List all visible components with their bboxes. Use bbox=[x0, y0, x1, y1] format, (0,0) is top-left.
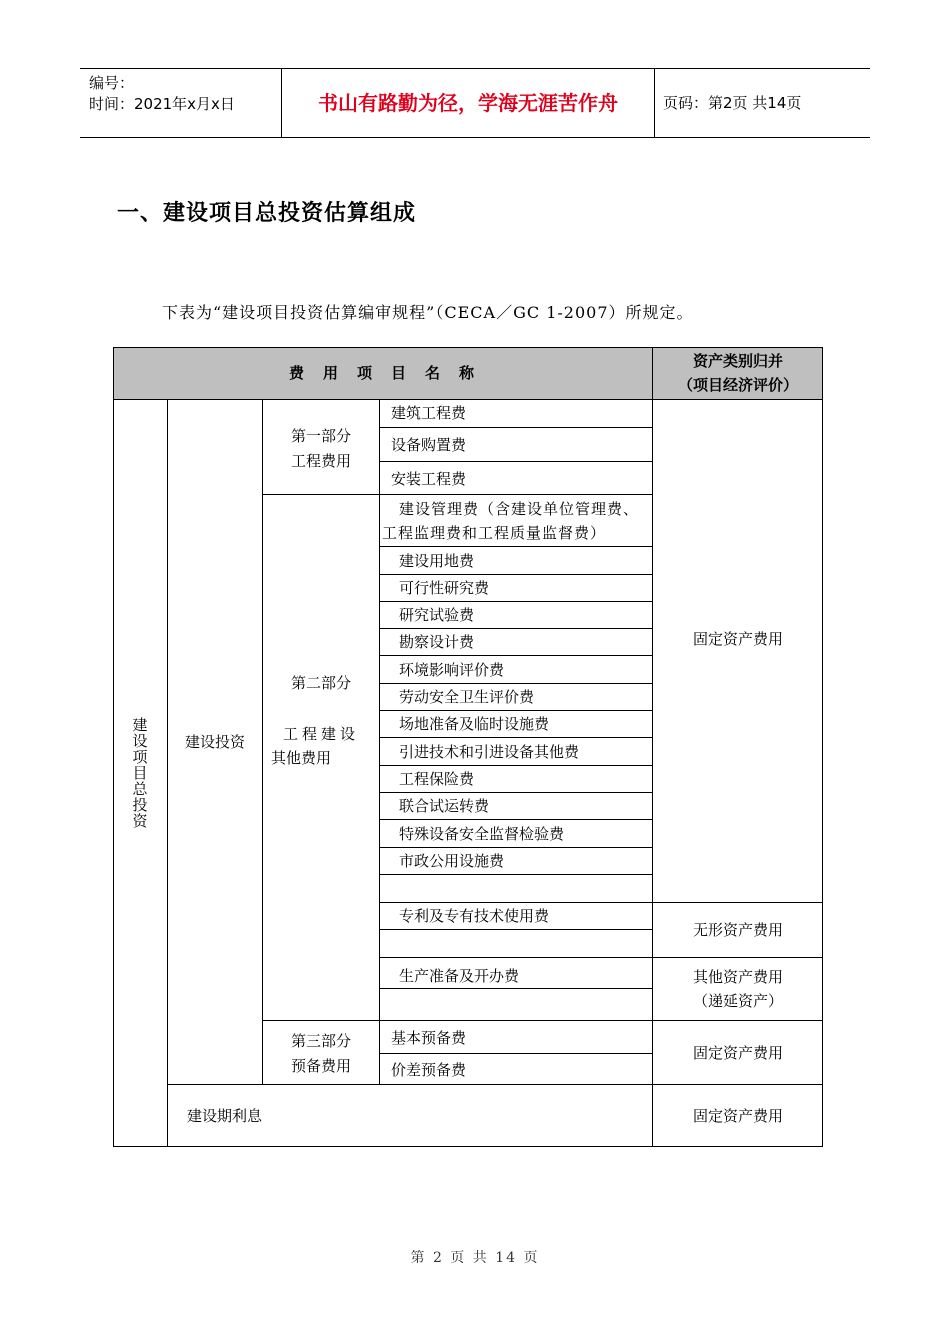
part2-item: 可行性研究费 bbox=[399, 579, 490, 597]
preparation-item: 生产准备及开办费 bbox=[399, 967, 520, 985]
investment-table bbox=[113, 347, 823, 1147]
part2-item: 勘察设计费 bbox=[399, 633, 475, 651]
header-item-name: 费 用 项 目 名 称 bbox=[288, 364, 476, 382]
asset-fixed: 固定资产费用 bbox=[692, 630, 783, 648]
header-page-info: 页码：第2页 共14页 bbox=[663, 94, 802, 112]
part2-item: 劳动安全卫生评价费 bbox=[399, 688, 535, 706]
part2-subtitle-1: 工程建设 bbox=[282, 725, 359, 743]
part3-item: 基本预备费 bbox=[391, 1029, 467, 1047]
page-footer: 第 2 页 共 14 页 bbox=[410, 1250, 540, 1266]
construction-investment-label: 建设投资 bbox=[184, 733, 245, 751]
asset-fixed: 固定资产费用 bbox=[692, 1107, 783, 1125]
asset-fixed: 固定资产费用 bbox=[692, 1044, 783, 1062]
intro-paragraph: 下表为“建设项目投资估算编审规程”（CECA／GC 1-2007）所规定。 bbox=[162, 303, 694, 322]
part2-item: 环境影响评价费 bbox=[399, 661, 505, 679]
part2-item: 场地准备及临时设施费 bbox=[399, 715, 550, 733]
number-label: 编号： bbox=[89, 74, 135, 92]
part2-item: 市政公用设施费 bbox=[399, 852, 505, 870]
patent-item: 专利及专有技术使用费 bbox=[399, 907, 550, 925]
section-heading: 一、建设项目总投资估算组成 bbox=[117, 201, 417, 226]
interest-label: 建设期利息 bbox=[187, 1107, 263, 1125]
header-asset-note: （项目经济评价） bbox=[677, 376, 798, 394]
total-investment-label: 建设项目总投资 bbox=[130, 717, 149, 829]
part2-mgmt-item-cont: 工程监理费和工程质量监督费） bbox=[382, 524, 607, 542]
part1-subtitle: 工程费用 bbox=[290, 452, 351, 470]
part2-item: 工程保险费 bbox=[399, 770, 475, 788]
part2-item: 特殊设备安全监督检验费 bbox=[399, 825, 565, 843]
part1-title: 第一部分 bbox=[290, 427, 351, 445]
header-motto: 书山有路勤为径，学海无涯苦作舟 bbox=[318, 91, 618, 115]
part2-item: 引进技术和引进设备其他费 bbox=[399, 743, 580, 761]
part2-subtitle-2: 其他费用 bbox=[271, 749, 332, 767]
asset-other: 其他资产费用 bbox=[692, 968, 783, 986]
part2-item: 联合试运转费 bbox=[399, 797, 490, 815]
part3-title: 第三部分 bbox=[290, 1032, 351, 1050]
part3-item: 价差预备费 bbox=[391, 1061, 467, 1079]
part3-subtitle: 预备费用 bbox=[290, 1057, 351, 1075]
part1-item: 设备购置费 bbox=[391, 436, 467, 454]
header-asset-category: 资产类别归并 bbox=[692, 352, 783, 370]
part2-title: 第二部分 bbox=[290, 674, 351, 692]
asset-intangible: 无形资产费用 bbox=[692, 921, 783, 939]
header-meta bbox=[89, 73, 235, 115]
header-divider bbox=[654, 69, 655, 137]
part2-item: 研究试验费 bbox=[399, 606, 475, 624]
time-label: 时间：2021年x月x日 bbox=[89, 95, 235, 113]
page-header bbox=[80, 68, 870, 138]
part1-item: 建筑工程费 bbox=[391, 404, 467, 422]
part2-item: 建设用地费 bbox=[399, 552, 475, 570]
part1-item: 安装工程费 bbox=[391, 470, 467, 488]
asset-other-note: （递延资产） bbox=[692, 992, 783, 1010]
part2-mgmt-item: 建设管理费（含建设单位管理费、 bbox=[399, 500, 640, 518]
